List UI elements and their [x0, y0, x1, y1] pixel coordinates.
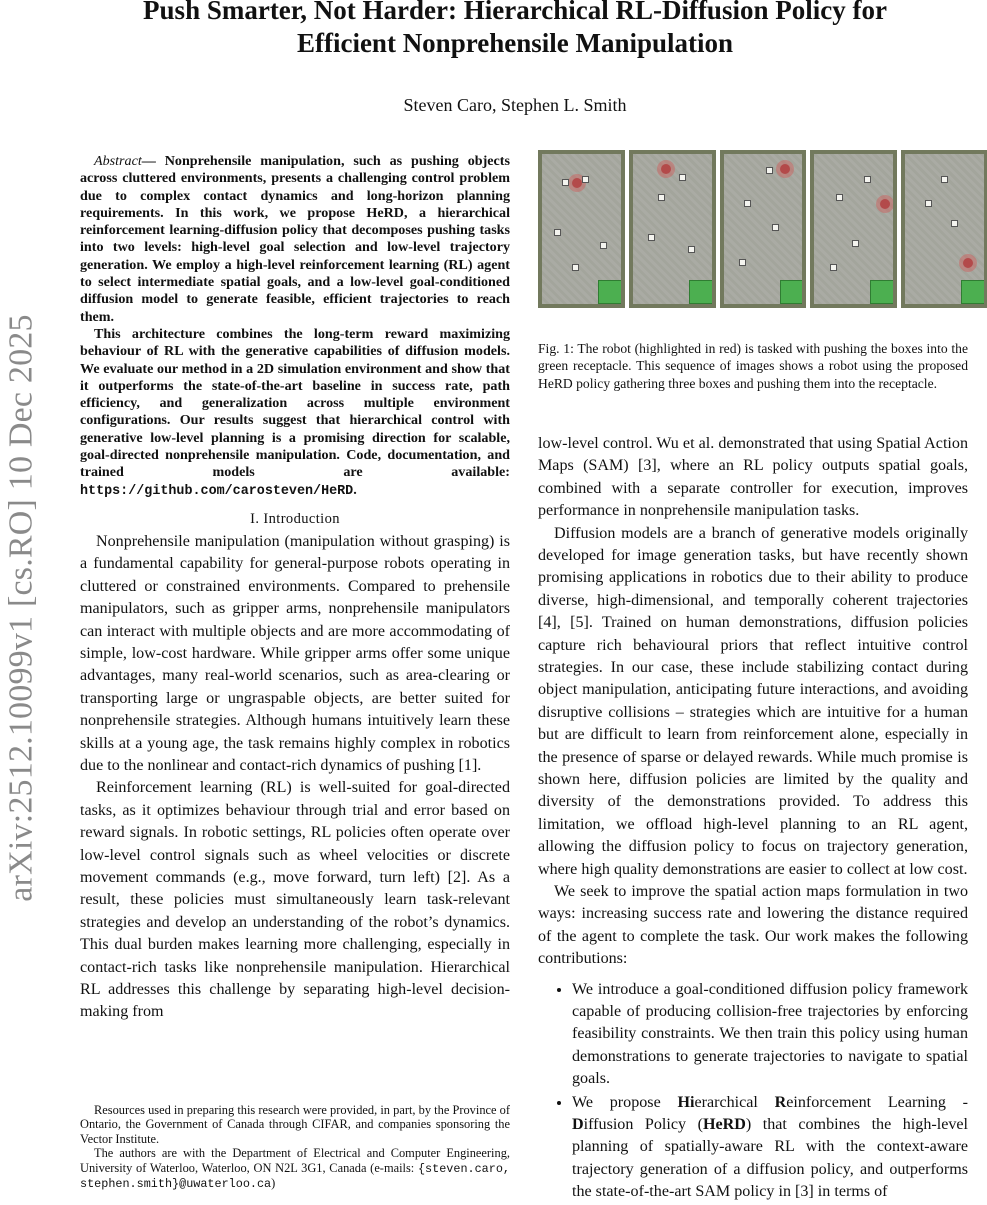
- box-icon: [744, 200, 751, 207]
- figure-1: [538, 150, 987, 308]
- title-line-1: Push Smarter, Not Harder: Hierarchical RL-Diffusion Policy for: [143, 0, 887, 25]
- box-icon: [772, 224, 779, 231]
- bullet-text: einforcement Learning -: [786, 1093, 969, 1111]
- arxiv-watermark: [2, 268, 42, 948]
- figure-panel-1: [538, 150, 625, 308]
- arxiv-id: arXiv:2512.10099v1 [cs.RO] 10 Dec 2025: [3, 314, 40, 902]
- robot-icon: [661, 164, 671, 174]
- bullet-text: iffusion Policy (: [583, 1116, 703, 1134]
- abstract-text-1: Nonprehensile manipulation, such as pushing objects across cluttered environments, presents a challenging control problem due to complex contact dynamics and long-horizon planning requirements. In this work, we propose HeRD, a hierarchical reinforcement learning-diffusion policy that decomposes pushing tasks into two levels: high-level goal selection and low-level trajectory generation. We employ a high-level reinforcement learning (RL) agent to select intermediate spatial goals, and a low-level goal-conditioned diffusion model to generate feasible, efficient trajectories to reach them.: [80, 153, 510, 325]
- bullet-bold: HeRD: [702, 1116, 746, 1134]
- box-icon: [951, 220, 958, 227]
- box-icon: [554, 229, 561, 236]
- contributions-list: [538, 979, 968, 1204]
- abstract-paragraph-1: [80, 153, 510, 326]
- bullet-bold: D: [572, 1116, 584, 1134]
- abstract-end: .: [353, 481, 357, 498]
- receptacle: [689, 280, 713, 304]
- authors: Steven Caro, Stephen L. Smith: [403, 95, 627, 115]
- box-icon: [658, 194, 665, 201]
- list-item: • We introduce a goal-conditioned diffusion policy framework capable of producing collision-free trajectories by enforcing feasibility constraints. We then train this policy using human demonstrations to generate trajectories to navigate to spatial goals.: [572, 979, 968, 1091]
- bullet-text: erarchical: [694, 1093, 775, 1111]
- box-icon: [572, 264, 579, 271]
- footnotes: [80, 1103, 510, 1191]
- box-icon: [836, 194, 843, 201]
- box-icon: [648, 234, 655, 241]
- box-icon: [679, 174, 686, 181]
- bullet-bold: R: [774, 1093, 787, 1111]
- title-line-2: Efficient Nonprehensile Manipulation: [296, 28, 734, 58]
- receptacle: [870, 280, 894, 304]
- box-icon: [766, 167, 773, 174]
- abstract: [80, 153, 510, 500]
- right-column: [538, 150, 968, 1205]
- robot-icon: [572, 178, 582, 188]
- robot-icon: [780, 164, 790, 174]
- abstract-text-2: This architecture combines the long-term reward maximizing behaviour of RL with the generative capabilities of diffusion models. We evaluate our method in a 2D simulation environment and show that it outperforms the state-of-the-art baseline in success rate, path efficiency, and generalization across multiple environment configurations. Our results suggest that hierarchical control with generative low-level planning is a promising direction for scalable, goal-directed nonprehensile manipulation. Code, documentation, and trained models are available:: [80, 325, 510, 481]
- box-icon: [941, 176, 948, 183]
- paragraph: Reinforcement learning (RL) is well-suited for goal-directed tasks, as it optimizes behaviour through trial and error based on reward signals. In robotic settings, RL policies often operate over low-level control signals such as wheel velocities or discrete movement commands (e.g., move forward, turn left) [2]. As a result, these policies must simultaneously learn task-relevant strategies and develop an understanding of the robot’s dynamics. This dual burden makes learning more challenging, especially in contact-rich tasks like nonprehensile manipulation. Hierarchical RL addresses this challenge by separating high-level decision-making from: [80, 779, 510, 1021]
- figure-panel-3: [720, 150, 807, 308]
- author-emails: {steven.caro, stephen.smith}@uwaterloo.ca: [80, 1161, 510, 1192]
- section-heading: I. Introduction: [250, 510, 340, 527]
- bullet-text: ) that combines the high-level planning of spatially-aware RL with the context-aware trajectory generation of a diffusion policy, and outperforms the state-of-the-art SAM policy in [3] in terms of: [572, 1116, 968, 1201]
- list-item: [572, 1092, 968, 1204]
- box-icon: [582, 176, 589, 183]
- figure-caption: Fig. 1: The robot (highlighted in red) is tasked with pushing the boxes into the green receptacle. This sequence of images shows a robot using the proposed HeRD policy gathering three boxes and pushing them into the receptacle.: [538, 341, 968, 391]
- abstract-dash: —: [141, 153, 165, 169]
- box-icon: [864, 176, 871, 183]
- bullet-text: We propose: [572, 1093, 678, 1111]
- figure-panel-5: [901, 150, 987, 308]
- footnote-affiliation-text: The authors are with the Department of Electrical and Computer Engineering, University of Waterloo, Waterloo, ON N2L 3G1, Canada (e-mails:: [80, 1146, 510, 1175]
- paper-title: [60, 0, 970, 60]
- box-icon: [688, 246, 695, 253]
- box-icon: [925, 200, 932, 207]
- paragraph: Diffusion models are a branch of generative models originally developed for image generation tasks, but have recently shown promising applications in robotics due to their ability to produce diverse, high-dimensional, and temporally coherent trajectories [4], [5]. Trained on human demonstrations, diffusion policies capture rich behavioural priors that reflect intuitive control strategies. In our case, these include stabilizing contact during object manipulation, anticipating future interactions, and avoiding disruptive collisions – strategies which are intuitive for a human but are difficult to learn from reinforcement alone, especially in the presence of sparse or delayed rewards. While much promise is shown here, diffusion policies are limited by the quality and diversity of the demonstrations provided. To address this limitation, we offload high-level planning to an RL agent, allowing the diffusion policy to focus on trajectory generation, where high quality demonstrations are easier to collect at low cost.: [538, 524, 968, 878]
- figure-panel-4: [810, 150, 897, 308]
- receptacle: [598, 280, 622, 304]
- box-icon: [600, 242, 607, 249]
- box-icon: [739, 259, 746, 266]
- box-icon: [562, 179, 569, 186]
- paragraph: We seek to improve the spatial action maps formulation in two ways: increasing success rate and lowering the distance required of the agent to complete the task. Our work makes the following contributions:: [538, 883, 968, 968]
- receptacle: [961, 280, 985, 304]
- bullet-bold: Hi: [677, 1093, 695, 1111]
- footnote-end: ): [271, 1176, 276, 1191]
- abstract-paragraph-2: [80, 326, 510, 500]
- abstract-label: Abstract: [94, 153, 142, 169]
- paragraph: Nonprehensile manipulation (manipulation without grasping) is a fundamental capability for general-purpose robots operating in cluttered or constrained environments. Compared to prehensile manipulators, such as gripper arms, nonprehensile manipulators can interact with multiple objects and are more accommodating of simple, low-cost hardware. While gripper arms offer some unique advantages, many real-world scenarios, such as area-clearing or transporting large or ungraspable objects, are better suited for nonprehensile strategies. Although humans intuitively learn these skills at a young age, the task remains highly complex in robotics due to the nonlinear and contact-rich dynamics of pushing [1].: [80, 532, 510, 774]
- footnote-funding: Resources used in preparing this research were provided, in part, by the Province of Ontario, the Government of Canada through CIFAR, and companies sponsoring the Vector Institute.: [80, 1103, 510, 1146]
- paragraph: low-level control. Wu et al. demonstrated that using Spatial Action Maps (SAM) [3], where an RL policy outputs spatial goals, combined with a separate controller for execution, improves performance in nonprehensile manipulation tasks.: [538, 434, 968, 520]
- footnote-affiliation: [80, 1146, 510, 1191]
- intro-right-text: [538, 433, 968, 1204]
- box-icon: [852, 240, 859, 247]
- left-column: [80, 150, 510, 1024]
- box-icon: [830, 264, 837, 271]
- intro-left-text: [80, 531, 510, 1024]
- code-link[interactable]: https://github.com/carosteven/HeRD: [80, 483, 354, 499]
- figure-panel-2: [629, 150, 716, 308]
- receptacle: [780, 280, 804, 304]
